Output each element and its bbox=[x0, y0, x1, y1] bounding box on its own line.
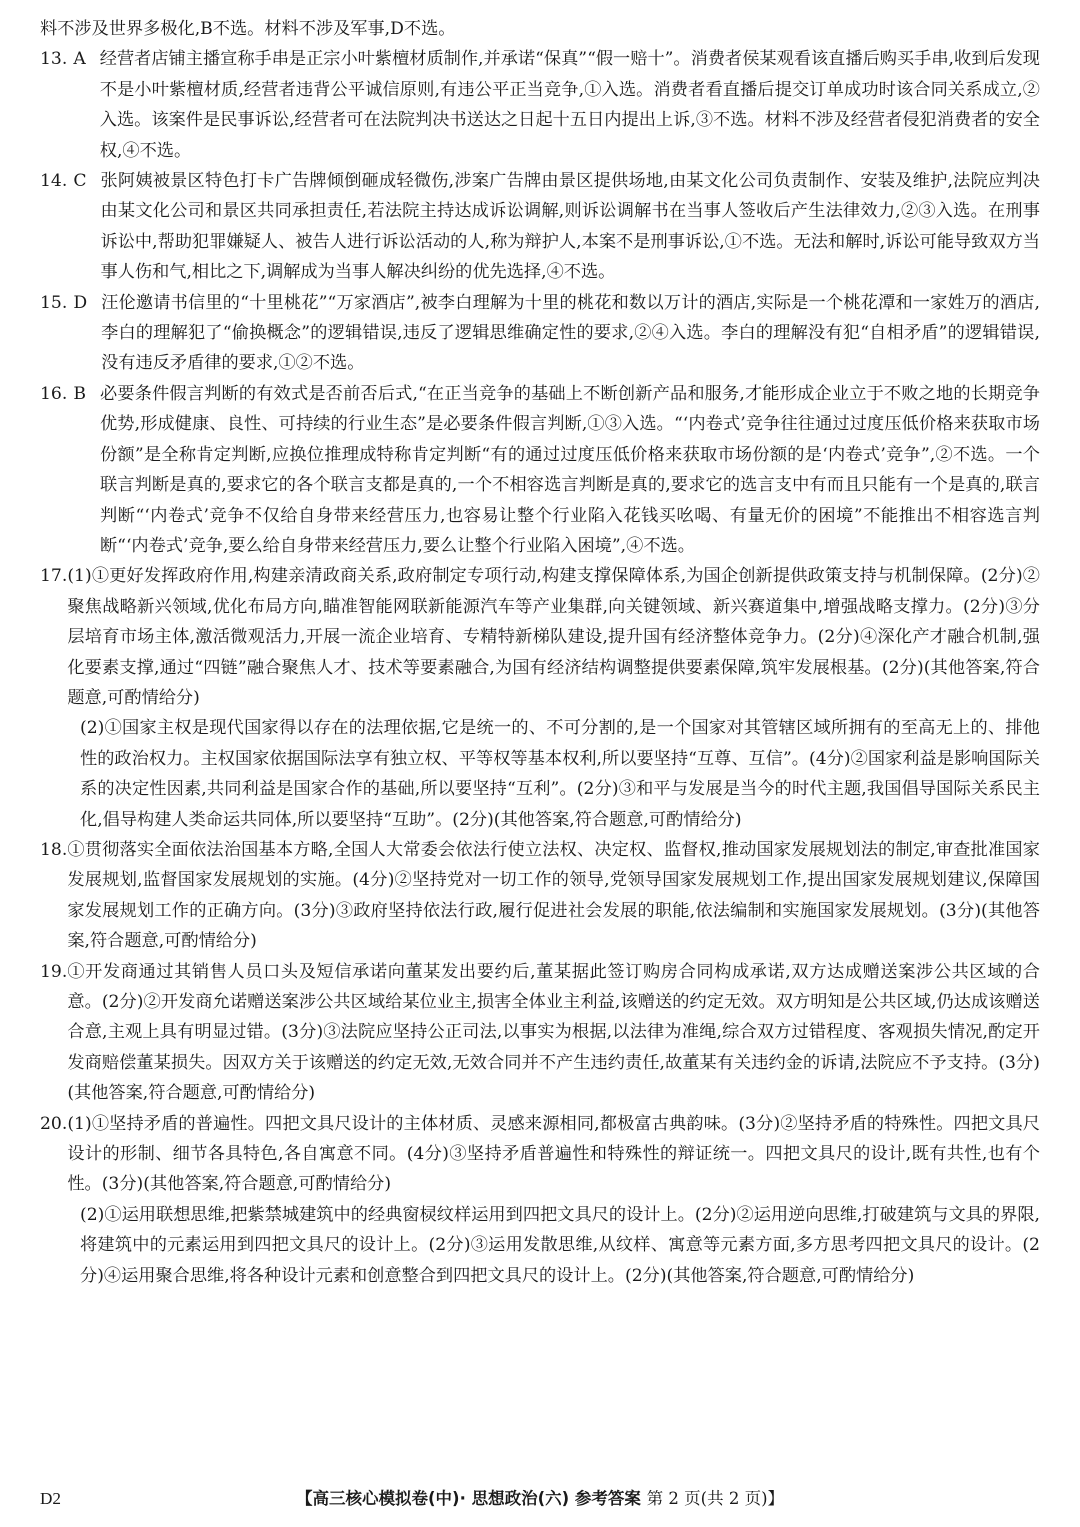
answer-item-13 bbox=[40, 44, 1040, 166]
answer-explanation: 必要条件假言判断的有效式是否前否后式,“在正当竞争的基础上不断创新产品和服务,才能形成企业立于不败之地的长期竞争优势,形成健康、良性、可持续的行业生态”是必要条件假言判断,①③入选。“‘内卷式’竞争往往通过过度压低价格来获取市场份额”是全称肯定判断,应换位推理成特称肯定判断“有的通过过度压低价格来获取市场份额的是‘内卷式’竞争”,②不选。一个联言判断是真的,要求它的各个联言支都是真的,一个不相容选言判断是真的,要求它的选言支中有而且只能有一个是真的,联言判断“‘内卷式’竞争不仅给自身带来经营压力,也容易让整个行业陷入花钱买吆喝、有量无价的困境”不能推出不相容选言判断“‘内卷式’竞争,要么给自身带来经营压力,要么让整个行业陷入困境”,④不选。 bbox=[99, 383, 1040, 556]
page-code: D2 bbox=[40, 1489, 62, 1508]
answer-choice: B bbox=[73, 383, 86, 404]
question-number: 16. bbox=[40, 383, 68, 404]
answer-item-18 bbox=[40, 835, 1040, 957]
answer-item-17 bbox=[40, 561, 1040, 713]
question-number: 20. bbox=[40, 1113, 68, 1134]
question-number: 15. bbox=[40, 292, 68, 313]
carry-over-text: 料不涉及世界多极化,B不选。材料不涉及军事,D不选。 bbox=[40, 19, 456, 39]
answer-explanation: 经营者店铺主播宣称手串是正宗小叶紫檀材质制作,并承诺“保真”“假一赔十”。消费者侯某观看该直播后购买手串,收到后发现不是小叶紫檀材质,经营者违背公平诚信原则,有违公平正当竞争,①入选。消费者看直播后提交订单成功时该合同关系成立,②入选。该案件是民事诉讼,经营者可在法院判决书送达之日起十五日内提出上诉,③不选。材料不涉及经营者侵犯消费者的安全权,④不选。 bbox=[99, 49, 1040, 161]
answer-explanation: ①开发商通过其销售人员口头及短信承诺向董某发出要约后,董某据此签订购房合同构成承诺,双方达成赠送案涉公共区域的合意。(2分)②开发商允诺赠送案涉公共区域给某位业主,损害全体业主利益,该赠送的约定无效。双方明知是公共区域,仍达成该赠送合意,主观上具有明显过错。(3分)③法院应坚持公正司法,以事实为根据,以法律为准绳,综合双方过错程度、客观损失情况,酌定开发商赔偿董某损失。因双方关于该赠送的约定无效,无效合同并不产生违约责任,故董某有关违约金的诉请,法院应不予支持。(3分)(其他答案,符合题意,可酌情给分) bbox=[67, 961, 1040, 1104]
question-number: 17. bbox=[40, 566, 68, 587]
page-footer bbox=[40, 1484, 1040, 1514]
answer-item-15 bbox=[40, 288, 1040, 379]
exam-title: 【高三核心模拟卷(中)· 思想政治(六) 参考答案 bbox=[295, 1489, 641, 1508]
answer-choice: A bbox=[73, 49, 86, 70]
answer-choice: D bbox=[73, 292, 88, 313]
footer-title bbox=[40, 1484, 1040, 1514]
page-number: 第 2 页(共 2 页)】 bbox=[646, 1489, 785, 1508]
answer-explanation: 汪伦邀请书信里的“十里桃花”“万家酒店”,被李白理解为十里的桃花和数以万计的酒店,实际是一个桃花潭和一家姓万的酒店,李白的理解犯了“偷换概念”的逻辑错误,违反了逻辑思维确定性的要求,②④入选。李白的理解没有犯“自相矛盾”的逻辑错误,没有违反矛盾律的要求,①②不选。 bbox=[101, 292, 1040, 374]
question-number: 14. bbox=[40, 171, 68, 192]
answer-item-19 bbox=[40, 957, 1040, 1109]
answer-explanation: 张阿姨被景区特色打卡广告牌倾倒砸成轻微伤,涉案广告牌由景区提供场地,由某文化公司负责制作、安装及维护,法院应判决由某文化公司和景区共同承担责任,若法院主持达成诉讼调解,则诉讼调解书在当事人签收后产生法律效力,②③入选。在刑事诉讼中,帮助犯罪嫌疑人、被告人进行诉讼活动的人,称为辩护人,本案不是刑事诉讼,①不选。无法和解时,诉讼可能导致双方当事人伤和气,相比之下,调解成为当事人解决纠纷的优先选择,④不选。 bbox=[100, 171, 1040, 283]
answer-part-1: (1)①更好发挥政府作用,构建亲清政商关系,政府制定专项行动,构建支撑保障体系,为国企创新提供政策支持与机制保障。(2分)②聚焦战略新兴领域,优化布局方向,瞄准智能网联新能源汽车等产业集群,向关键领域、新兴赛道集中,增强战略支撑力。(2分)③分层培育市场主体,激活微观活力,开展一流企业培育、专精特新梯队建设,提升国有经济整体竞争力。(2分)④深化产才融合机制,强化要素支撑,通过“四链”融合聚焦人才、技术等要素融合,为国有经济结构调整提供要素保障,筑牢发展根基。(2分)(其他答案,符合题意,可酌情给分) bbox=[67, 566, 1040, 708]
answer-explanation: ①贯彻落实全面依法治国基本方略,全国人大常委会依法行使立法权、决定权、监督权,推动国家发展规划法的制定,审查批准国家发展规划,监督国家发展规划的实施。(4分)②坚持党对一切工作的领导,党领导国家发展规划工作,提出国家发展规划建议,保障国家发展规划工作的正确方向。(3分)③政府坚持依法行政,履行促进社会发展的职能,依法编制和实施国家发展规划。(3分)(其他答案,符合题意,可酌情给分) bbox=[67, 839, 1040, 952]
answer-part-2: (2)①运用联想思维,把紫禁城建筑中的经典窗棂纹样运用到四把文具尺的设计上。(2分)②运用逆向思维,打破建筑与文具的界限,将建筑中的元素运用到四把文具尺的设计上。(2分)③运用发散思维,从纹样、寓意等元素方面,多方思考四把文具尺的设计。(2分)④运用聚合思维,将各种设计元素和创意整合到四把文具尺的设计上。(2分)(其他答案,符合题意,可酌情给分) bbox=[80, 1204, 1040, 1286]
answer-item-14 bbox=[40, 166, 1040, 288]
answer-part-2: (2)①国家主权是现代国家得以存在的法理依据,它是统一的、不可分割的,是一个国家对其管辖区域所拥有的至高无上的、排他性的政治权力。主权国家依据国际法享有独立权、平等权等基本权利,所以要坚持“互尊、互信”。(4分)②国家利益是影响国际关系的决定性因素,共同利益是国家合作的基础,所以要坚持“互利”。(2分)③和平与发展是当今的时代主题,我国倡导国际关系民主化,倡导构建人类命运共同体,所以要坚持“互助”。(2分)(其他答案,符合题意,可酌情给分) bbox=[80, 718, 1040, 830]
answer-item-20 bbox=[40, 1109, 1040, 1200]
question-number: 19. bbox=[40, 961, 68, 982]
answer-content bbox=[40, 14, 1040, 1291]
answer-item-16 bbox=[40, 379, 1040, 561]
answer-part-1: (1)①坚持矛盾的普遍性。四把文具尺设计的主体材质、灵感来源相同,都极富古典韵味。(3分)②坚持矛盾的特殊性。四把文具尺设计的形制、细节各具特色,各自寓意不同。(4分)③坚持矛盾普遍性和特殊性的辩证统一。四把文具尺的设计,既有共性,也有个性。(3分)(其他答案,符合题意,可酌情给分) bbox=[67, 1113, 1040, 1195]
answer-choice: C bbox=[73, 171, 87, 192]
question-number: 13. bbox=[40, 49, 68, 70]
question-number: 18. bbox=[40, 839, 68, 860]
